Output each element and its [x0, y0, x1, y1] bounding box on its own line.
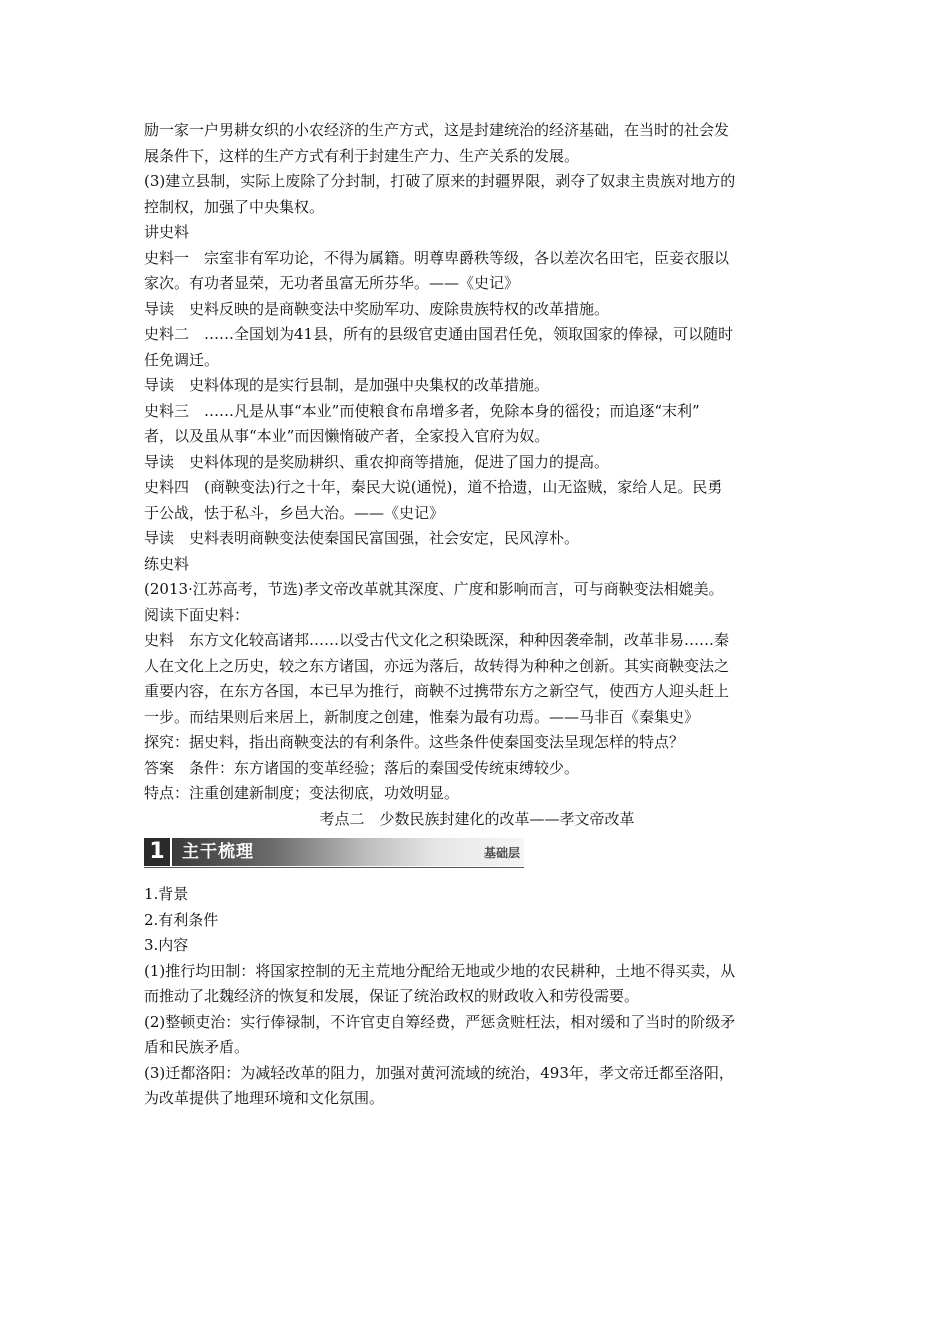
text-line: (2013·江苏高考，节选)孝文帝改革就其深度、广度和影响而言，可与商鞅变法相媲美。: [144, 580, 724, 598]
section-label: 讲史料: [144, 223, 190, 241]
text-line: 阅读下面史料：: [144, 605, 250, 624]
banner-level: 基础层: [483, 846, 520, 860]
text-line: 者，以及虽从事“本业”而因懒惰破产者，全家投入官府为奴。: [144, 427, 550, 445]
banner-underline: [144, 867, 524, 868]
text-block-1: [144, 118, 810, 807]
text-line: 而推动了北魏经济的恢复和发展，保证了统治政权的财政收入和劳役需要。: [144, 987, 640, 1005]
text-line: 控制权，加强了中央集权。: [144, 197, 325, 216]
text-line: (1)推行均田制：将国家控制的无主荒地分配给无地或少地的农民耕种，土地不得买卖，从: [144, 961, 736, 980]
text-line: 展条件下，这样的生产方式有利于封建生产力、生产关系的发展。: [144, 146, 580, 165]
section-banner: [144, 838, 524, 868]
text-line: (3)迁都洛阳：为减轻改革的阻力，加强对黄河流域的统治，493年，孝文帝迁都至洛阳，: [144, 1063, 734, 1082]
text-line: 任免调迁。: [144, 350, 220, 369]
document-page: [144, 118, 810, 1112]
text-line: (2)整顿吏治：实行俸禄制，不许官吏自筹经费，严惩贪赃枉法，相对缓和了当时的阶级矛: [144, 1012, 736, 1031]
text-line: 导读 史料体现的是实行县制，是加强中央集权的改革措施。: [144, 376, 550, 394]
text-line: 探究：据史料，指出商鞅变法的有利条件。这些条件使秦国变法呈现怎样的特点？: [144, 733, 685, 751]
text-line: 导读 史料表明商鞅变法使秦国民富国强，社会安定，民风淳朴。: [144, 529, 580, 547]
text-line: 人在文化上之历史，较之东方诸国，亦远为落后，故转得为种种之创新。其实商鞅变法之: [144, 656, 730, 675]
text-line: 史料四 (商鞅变法)行之十年，秦民大说(通悦)，道不拾遗，山无盗贼，家给人足。民勇: [144, 478, 723, 496]
text-line: 家次。有功者显荣，无功者虽富无所芬华。——《史记》: [144, 274, 520, 292]
text-line: 励一家一户男耕女织的小农经济的生产方式，这是封建统治的经济基础，在当时的社会发: [144, 121, 730, 139]
text-block-2: [144, 882, 810, 1112]
text-line: 史料二 ……全国划为41县，所有的县级官吏通由国君任免，领取国家的俸禄，可以随时: [144, 325, 734, 343]
text-line: 史料一 宗室非有军功论，不得为属籍。明尊卑爵秩等级，各以差次名田宅，臣妾衣服以: [144, 248, 730, 267]
text-line: 一步。而结果则后来居上，新制度之创建，惟秦为最有功焉。——马非百《秦集史》: [144, 707, 700, 726]
banner-number: 1: [144, 838, 170, 866]
text-line: 答案 条件：东方诸国的变革经验；落后的秦国受传统束缚较少。: [144, 758, 580, 777]
banner-title: 主干梳理: [182, 842, 254, 862]
text-line: 3.内容: [144, 936, 189, 954]
text-line: 特点：注重创建新制度；变法彻底，功效明显。: [144, 784, 460, 802]
text-line: 史料 东方文化较高诸邦……以受古代文化之积染既深，种种因袭牵制，改革非易……秦: [144, 631, 730, 649]
text-line: 史料三 ……凡是从事“本业”而使粮食布帛增多者，免除本身的徭役；而追逐“末利”: [144, 401, 700, 420]
text-line: 2.有利条件: [144, 910, 219, 929]
text-line: 为改革提供了地理环境和文化氛围。: [144, 1089, 385, 1107]
text-line: (3)建立县制，实际上废除了分封制，打破了原来的封疆界限，剥夺了奴隶主贵族对地方的: [144, 172, 736, 190]
text-line: 1.背景: [144, 885, 189, 903]
text-line: 导读 史料反映的是商鞅变法中奖励军功、废除贵族特权的改革措施。: [144, 299, 610, 318]
section-title: 考点二 少数民族封建化的改革——孝文帝改革: [319, 809, 635, 828]
text-line: 重要内容，在东方各国，本已早为推行，商鞅不过携带东方之新空气，使西方人迎头赶上: [144, 682, 730, 700]
text-line: 于公战，怯于私斗，乡邑大治。——《史记》: [144, 503, 445, 522]
text-line: 导读 史料体现的是奖励耕织、重农抑商等措施，促进了国力的提高。: [144, 452, 610, 471]
section-label: 练史料: [144, 554, 190, 573]
text-line: 盾和民族矛盾。: [144, 1038, 250, 1056]
